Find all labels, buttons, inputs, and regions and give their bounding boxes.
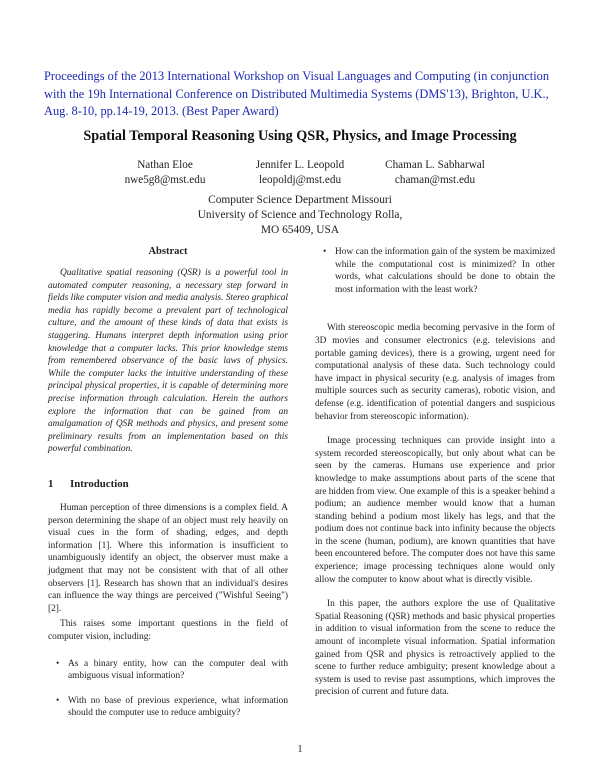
abstract-text: Qualitative spatial reasoning (QSR) is a powerful tool in automated computer reasoning, a necessary step forward in fields like computer vision and media analysis. Stereo graphical media has rapidly become a prevalent part of technological culture, and the amount of these kinds of data that exists is staggering. Humans interpret depth information using prior knowledge that a computer lacks. This prior knowledge stems from remembered observance of the basic laws of physics. While the computer lacks the intuitive understanding of these principal physical properties, it is capable of determining more precise information through calculation. Herein the authors explore the information that can be gained from an amalgamation of QSR methods and physics, and present some preliminary results from an implementation based on this powerful combination.	[48, 268, 288, 455]
bullet-icon: •	[56, 695, 60, 706]
section-number: 1	[48, 478, 54, 490]
author-3	[360, 158, 510, 188]
question-list	[48, 658, 288, 720]
body-paragraph: Image processing techniques can provide insight into a system recorded stereoscopically, but only about what can be seen by the cameras. Humans use experience and prior knowledge to make assumptions about parts of the scene that are hidden from view. One example of this is a speaker behind a podium; an audience member would know that a human standing behind a podium most likely has legs, and that the podium does not continue back into infinity because the objects in the scene (human, podium), are known quantities that have been encountered before. The computer does not have this same experience; image processing techniques alone would only allow the computer to know about what is directly visible.	[315, 436, 555, 585]
right-column	[315, 246, 555, 699]
intro-paragraph-2: This raises some important questions in the field of computer vision, including:	[48, 619, 288, 642]
author-1	[105, 158, 225, 188]
body-paragraph: With stereoscopic media becoming pervasive in the form of 3D movies and consumer electronics (e.g. televisions and portable gaming devices), there is a growing, urgent need for computational analysis of these data. Such technology could have impact in physical security (e.g. analysis of images from multiple sources such as security cameras), robotic vision, and defense (e.g. identification of potential dangers and suspicious behavior from stereoscopic information).	[315, 323, 555, 422]
list-item	[48, 658, 288, 683]
list-item	[315, 246, 555, 296]
author-name: Jennifer L. Leopold	[255, 159, 345, 171]
list-item	[48, 695, 288, 720]
section-heading	[48, 478, 129, 490]
page-number: 1	[297, 744, 303, 755]
intro-paragraph-1: Human perception of three dimensions is a complex field. A person determining the shape of an object must rely heavily on visual cues in the form of shading, edges, and depth information [1]. Where this information is insufficient to unambiguously identify an object, the observer must make a judgment that may not be consistent with that of all other observers [1]. Research has shown that an individual's desires can influence the way things are perceived ("Wishful Seeing") [2].	[48, 503, 288, 614]
affiliation-address: MO 65409, USA	[260, 224, 340, 236]
bullet-icon: •	[56, 658, 60, 669]
author-name: Nathan Eloe	[137, 159, 193, 171]
bullet-icon: •	[323, 247, 327, 257]
affiliation	[140, 193, 460, 238]
proceedings-header: Proceedings of the 2013 International Workshop on Visual Languages and Computing (in conjunction with the 19h International Conference on Distributed Multimedia Systems (DMS'13), Brighton, U.K., Aug. 8-10, pp.14-19, 2013. (Best Paper Award)	[44, 69, 550, 118]
intro-body	[48, 502, 288, 720]
author-name: Chaman L. Sabharwal	[385, 159, 485, 171]
list-item-text: With no base of previous experience, what information should the computer use to reduce ambiguity?	[68, 695, 288, 719]
body-paragraph: In this paper, the authors explore the use of Qualitative Spatial Reasoning (QSR) methods and basic physical properties in addition to visual information from the scene to reduce the amount of incomplete visual information. Spatial information gained from QSR and physics is retroactively applied to the scene to further reduce ambiguity; present knowledge about a system is used to revise past assumptions, which improves the precision of current and future data.	[315, 599, 555, 698]
author-email: nwe5g8@mst.edu	[124, 174, 206, 186]
section-title: Introduction	[70, 478, 129, 490]
author-2	[225, 158, 375, 188]
affiliation-univ: University of Science and Technology Rolla,	[197, 209, 403, 221]
list-item-text: As a binary entity, how can the computer deal with ambiguous visual information?	[68, 658, 288, 682]
paper-title: Spatial Temporal Reasoning Using QSR, Physics, and Image Processing	[83, 128, 517, 144]
question-list-continued	[315, 246, 555, 296]
affiliation-dept: Computer Science Department Missouri	[208, 194, 392, 206]
abstract-heading: Abstract	[148, 246, 188, 257]
author-email: chaman@mst.edu	[394, 174, 476, 186]
list-item-text: How can the information gain of the system be maximized while the computational cost is minimized? In other words, what calculations should be done to obtain the most information with the least work?	[335, 247, 555, 295]
author-email: leopoldj@mst.edu	[258, 174, 342, 186]
